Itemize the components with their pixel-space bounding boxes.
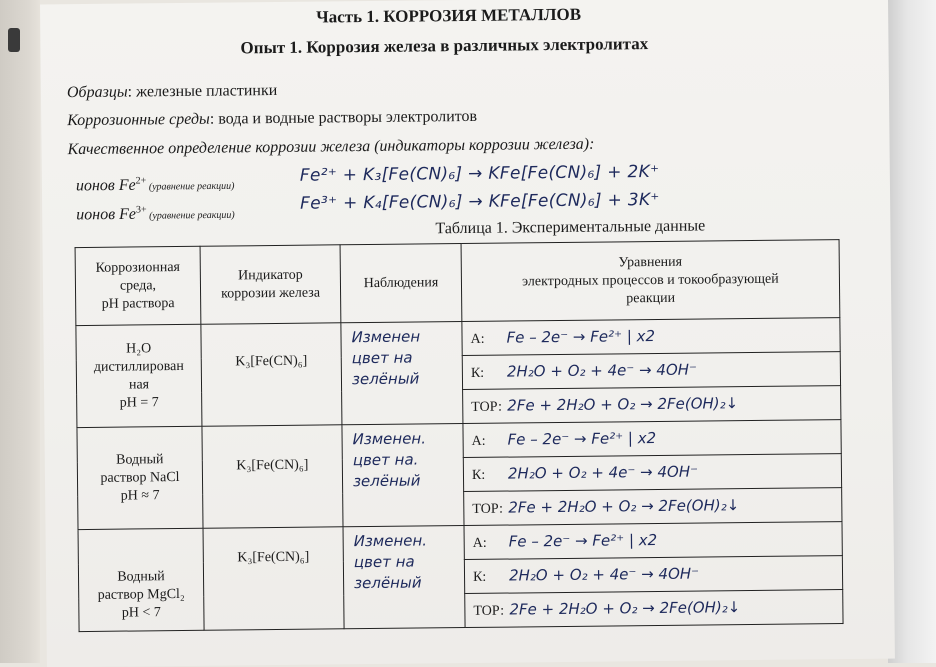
header-equations: Уравнения электродных процессов и токообразующей реакции: [461, 240, 840, 322]
anode-equation: А: Fe – 2e⁻ → Fe²⁺ | x2: [464, 522, 842, 560]
medium-cell: Водный раствор MgCl₂ pH < 7: [78, 528, 204, 631]
cathode-equation: К: 2H₂O + O₂ + 4e⁻ → 4OH⁻: [464, 556, 842, 594]
indicator-cell: K₃[Fe(CN)₆]: [202, 425, 343, 528]
experiment-title: Опыт 1. Коррозия железа в различных электролитах: [240, 34, 649, 58]
desk-background-left: [0, 0, 40, 663]
ion-fe3-label: ионов $Fe^{3+}$ (уравнение реакции): [76, 204, 235, 224]
media-line: [67, 108, 477, 130]
experimental-data-table: [75, 239, 844, 632]
ion-fe2-label: ионов $Fe^{2+}$ (уравнение реакции): [75, 175, 235, 195]
indicator-cell: K₃[Fe(CN)₆]: [203, 527, 344, 630]
cathode-equation: К: 2H₂O + O₂ + 4e⁻ → 4OH⁻: [463, 454, 841, 492]
observation-cell: Изменен. цвет на зелёный: [343, 526, 465, 629]
overall-reaction: ТОР: 2Fe + 2H₂O + O₂ → 2Fe(OH)₂↓: [464, 488, 842, 526]
page-title: Часть 1. КОРРОЗИЯ МЕТАЛЛОВ: [316, 4, 582, 27]
ion-fe2-equation: Fe²⁺ + K₃[Fe(CN)₆] → KFe[Fe(CN)₆] + 2K⁺: [299, 161, 660, 186]
anode-equation: А: Fe – 2e⁻ → Fe²⁺ | x2: [462, 318, 840, 356]
observation-cell: Изменен. цвет на. зелёный: [342, 424, 464, 527]
qualitative-heading: Качественное определение коррозии железа (индикаторы коррозии железа):: [67, 135, 595, 159]
anode-equation: А: Fe – 2e⁻ → Fe²⁺ | x2: [463, 420, 841, 458]
header-observations: Наблюдения: [340, 244, 462, 323]
table-header-row: [75, 240, 840, 326]
observation-cell: Изменен цвет на зелёный: [341, 322, 463, 425]
overall-reaction: ТОР: 2Fe + 2H₂O + O₂ → 2Fe(OH)₂↓: [463, 386, 841, 424]
binder-clip: [8, 28, 20, 52]
header-indicator: Индикатор коррозии железа: [200, 245, 341, 324]
media-label: Коррозионные среды: [67, 110, 210, 130]
cathode-equation: К: 2H₂O + O₂ + 4e⁻ → 4OH⁻: [462, 352, 840, 390]
header-medium: Коррозионная среда, pH раствора: [75, 246, 201, 325]
indicator-cell: K₃[Fe(CN)₆]: [201, 323, 342, 426]
overall-reaction: ТОР: 2Fe + 2H₂O + O₂ → 2Fe(OH)₂↓: [465, 590, 843, 628]
ion-fe3-equation: Fe³⁺ + K₄[Fe(CN)₆] → KFe[Fe(CN)₆] + 3K⁺: [300, 189, 660, 214]
medium-cell: Водный раствор NaCl pH ≈ 7: [77, 426, 203, 529]
samples-value: : железные пластинки: [127, 81, 278, 101]
table-caption: Таблица 1. Экспериментальные данные: [435, 217, 706, 238]
desk-background-right: [888, 0, 936, 663]
media-value: : вода и водные растворы электролитов: [209, 107, 478, 128]
medium-cell: H₂O дистиллирован ная pH = 7: [76, 324, 202, 427]
samples-line: [67, 82, 277, 102]
samples-label: Образцы: [66, 83, 128, 102]
worksheet-page: [40, 0, 895, 667]
